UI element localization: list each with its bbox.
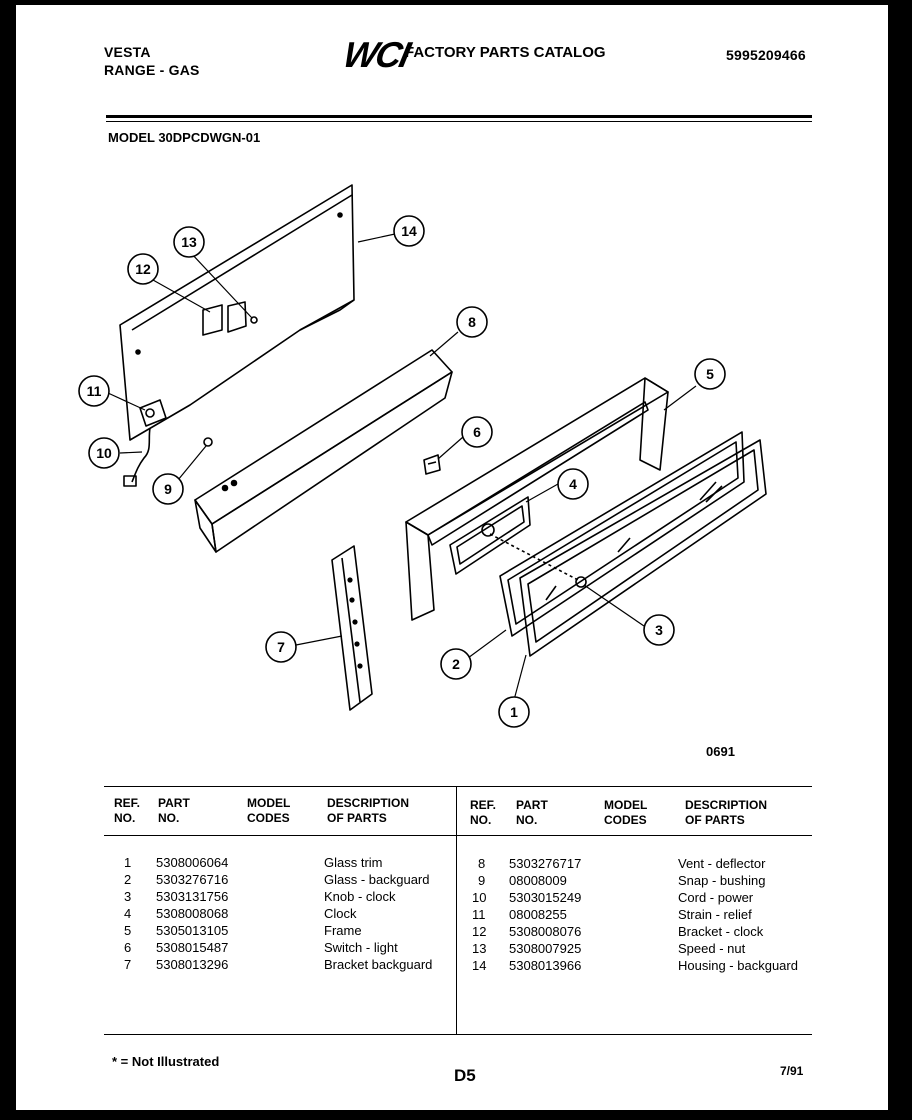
callout-label-6: 6 — [473, 424, 481, 440]
part-glass-trim — [520, 440, 766, 656]
callout-label-4: 4 — [569, 476, 577, 492]
header-ref-no-right: REF. NO. — [470, 798, 497, 827]
callout-label-1: 1 — [510, 704, 518, 720]
callout-label-12: 12 — [135, 261, 151, 277]
table-top-rule — [104, 786, 812, 787]
header-model-codes-right: MODEL CODES — [604, 798, 648, 827]
part-vent-deflector — [195, 350, 452, 552]
callout-label-8: 8 — [468, 314, 476, 330]
model-number: MODEL 30DPCDWGN-01 — [108, 130, 261, 145]
product-type: RANGE - GAS — [104, 62, 200, 78]
part-switch-light — [424, 455, 440, 474]
catalog-date: 7/91 — [780, 1064, 804, 1078]
diagram-code: 0691 — [706, 744, 735, 759]
callout-label-5: 5 — [706, 366, 714, 382]
callout-label-3: 3 — [655, 622, 663, 638]
part-bracket-backguard — [332, 546, 372, 710]
not-illustrated-note: * = Not Illustrated — [112, 1054, 220, 1069]
callout-label-7: 7 — [277, 639, 285, 655]
callout-label-9: 9 — [164, 481, 172, 497]
table-column-divider — [456, 786, 457, 1034]
header-model-codes: MODEL CODES — [247, 796, 291, 825]
catalog-number: 5995209466 — [726, 47, 806, 63]
table-bottom-rule — [104, 1034, 812, 1035]
callout-label-10: 10 — [96, 445, 112, 461]
header-description: DESCRIPTION OF PARTS — [327, 796, 410, 825]
header-part-no-right: PART NO. — [516, 798, 548, 827]
callout-label-11: 11 — [86, 383, 102, 399]
page-number: D5 — [454, 1066, 476, 1085]
callout-label-13: 13 — [181, 234, 197, 250]
header-description-right: DESCRIPTION OF PARTS — [685, 798, 768, 827]
scan-border-bottom — [0, 1110, 912, 1120]
callout-label-14: 14 — [401, 223, 417, 239]
brand-name: VESTA — [104, 44, 151, 60]
part-snap-bushing — [204, 438, 212, 446]
catalog-title: FACTORY PARTS CATALOG — [405, 44, 606, 61]
wci-logo: WCI — [339, 34, 413, 75]
callout-label-2: 2 — [452, 656, 460, 672]
table-header-rule — [104, 835, 812, 836]
header-part-no: PART NO. — [158, 796, 190, 825]
part-bracket-clock — [203, 302, 257, 335]
header-ref-no: REF. NO. — [114, 796, 141, 825]
